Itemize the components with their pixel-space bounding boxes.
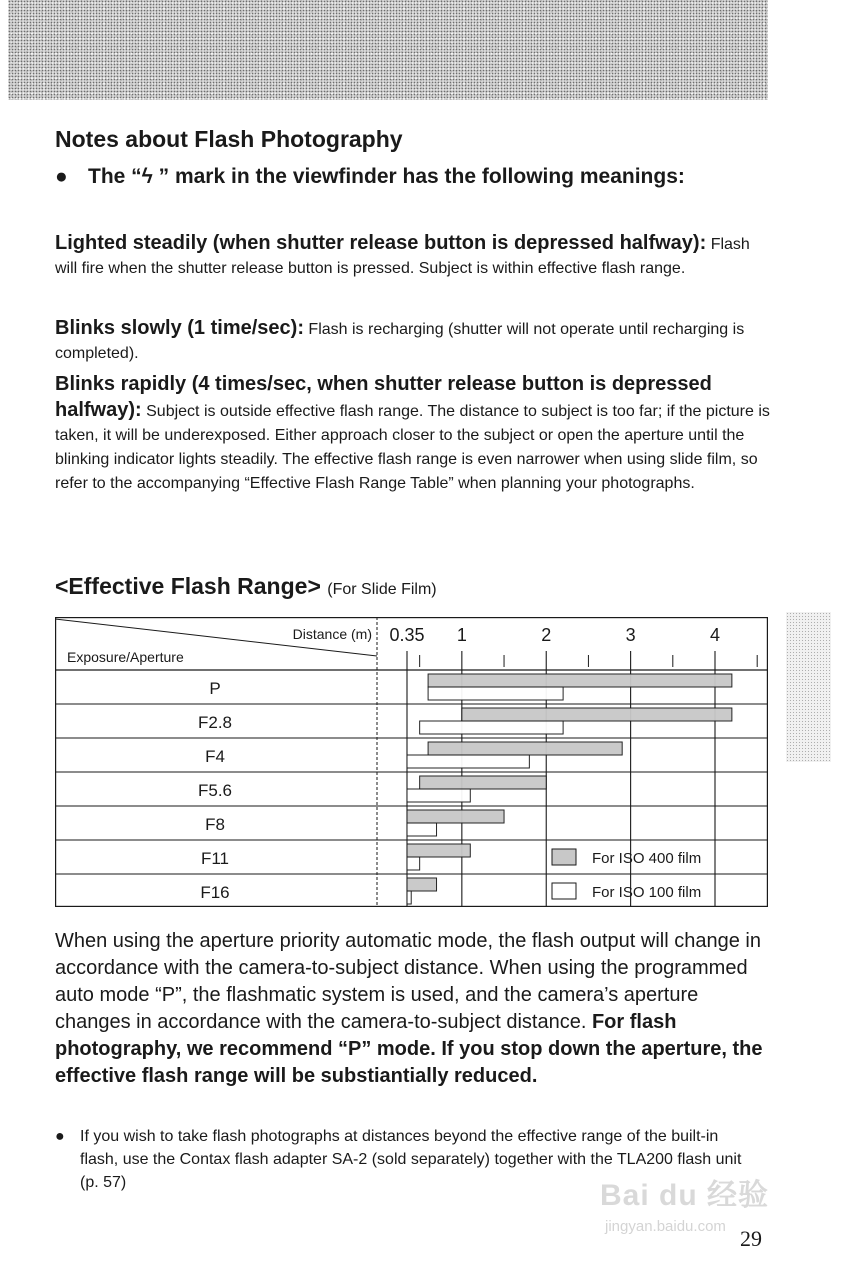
flash-range-chart [55, 617, 768, 907]
row-label: F16 [200, 883, 230, 902]
blinks-slowly-text: Flash is recharging (shutter will not operate until recharging is completed). [55, 321, 745, 362]
page-title: Notes about Flash Photography [55, 126, 403, 152]
row-label: F4 [205, 747, 225, 766]
tick-label: 4 [709, 625, 721, 645]
row-label: F5.6 [197, 781, 233, 800]
iso100-bar [407, 755, 529, 768]
page-number: 29 [740, 1226, 762, 1251]
iso100-bar [407, 857, 420, 870]
blinks-rapidly-lead: Blinks rapidly (4 times/sec, when shutter release button is depressed halfway): [55, 373, 712, 421]
footnote-bullet: ● [55, 1128, 65, 1145]
footnote-text: If you wish to take flash photographs at distances beyond the effective range of the built-in flash, use the Contax flash adapter SA-2 (sold separately) together with the TLA200 flash unit (p. 57) [80, 1128, 742, 1191]
blinks-slowly-paragraph [55, 316, 770, 366]
blinks-rapidly-text: Subject is outside effective flash range. The distance to subject is too far; if the picture is taken, it will be underexposed. Either approach closer to the subject or open the aperture until the blinking indicator lights steadily. The effective flash range is even narrower when using slide film, so refer to the accompanying “Effective Flash Range Table” when planning your photographs. [55, 403, 770, 492]
body-strong-text: For flash photography, we recommend “P” mode. If you stop down the aperture, the effective flash range will be substiantially reduced. [55, 1011, 763, 1087]
iso400-bar [428, 674, 732, 687]
distance-label: Distance (m) [292, 626, 372, 642]
body-paragraph [55, 928, 775, 1090]
tick-label: 2 [541, 625, 552, 645]
iso100-bar [420, 721, 563, 734]
legend-swatch-iso100 [552, 883, 576, 899]
iso400-bar [407, 810, 504, 823]
flash-range-title-text: <Effective Flash Range> [55, 573, 321, 599]
lighted-steadily-lead: Lighted steadily (when shutter release button is depressed halfway): [55, 232, 707, 254]
iso400-bar [407, 878, 437, 891]
row-label: F11 [200, 849, 230, 868]
tick-label: 3 [625, 625, 636, 645]
iso100-bar [407, 789, 470, 802]
tick-label: 0.35 [389, 625, 425, 645]
iso400-bar [428, 742, 622, 755]
legend-swatch-iso400 [552, 849, 576, 865]
iso100-bar [407, 823, 437, 836]
iso400-bar [420, 776, 547, 789]
watermark-url: jingyan.baidu.com [605, 1218, 726, 1235]
exposure-label: Exposure/Aperture [67, 649, 184, 665]
header-halftone-band [8, 0, 768, 100]
iso400-bar [407, 844, 470, 857]
side-halftone-band [786, 612, 831, 762]
row-label: F8 [205, 815, 225, 834]
watermark-logo: Bai du 经验 [600, 1179, 770, 1212]
iso400-bar [462, 708, 732, 721]
flash-range-subtitle: (For Slide Film) [327, 581, 437, 598]
lighted-steadily-text: Flash will fire when the shutter release button is pressed. Subject is within effective flash range. [55, 236, 750, 277]
legend-label-iso100: For ISO 100 film [592, 884, 702, 901]
blinks-rapidly-paragraph [55, 372, 770, 496]
lighted-steadily-paragraph [55, 231, 770, 281]
body-text: When using the aperture priority automatic mode, the flash output will change in accordance with the camera-to-subject distance. When using the programmed auto mode “P”, the flashmatic system is used, and the camera’s aperture changes in accordance with the camera-to-subject distance. [55, 930, 761, 1033]
flash-range-table [55, 617, 768, 907]
iso100-bar [407, 891, 411, 904]
bullet-glyph: ● [55, 165, 68, 188]
bullet-heading-text: The “ϟ ” mark in the viewfinder has the following meanings: [88, 165, 685, 188]
blinks-slowly-lead: Blinks slowly (1 time/sec): [55, 317, 304, 339]
flash-range-title [55, 573, 437, 600]
iso100-bar [428, 687, 563, 700]
row-label: P [209, 679, 221, 698]
row-label: F2.8 [197, 713, 233, 732]
tick-label: 1 [456, 625, 467, 645]
legend-label-iso400: For ISO 400 film [592, 850, 702, 867]
